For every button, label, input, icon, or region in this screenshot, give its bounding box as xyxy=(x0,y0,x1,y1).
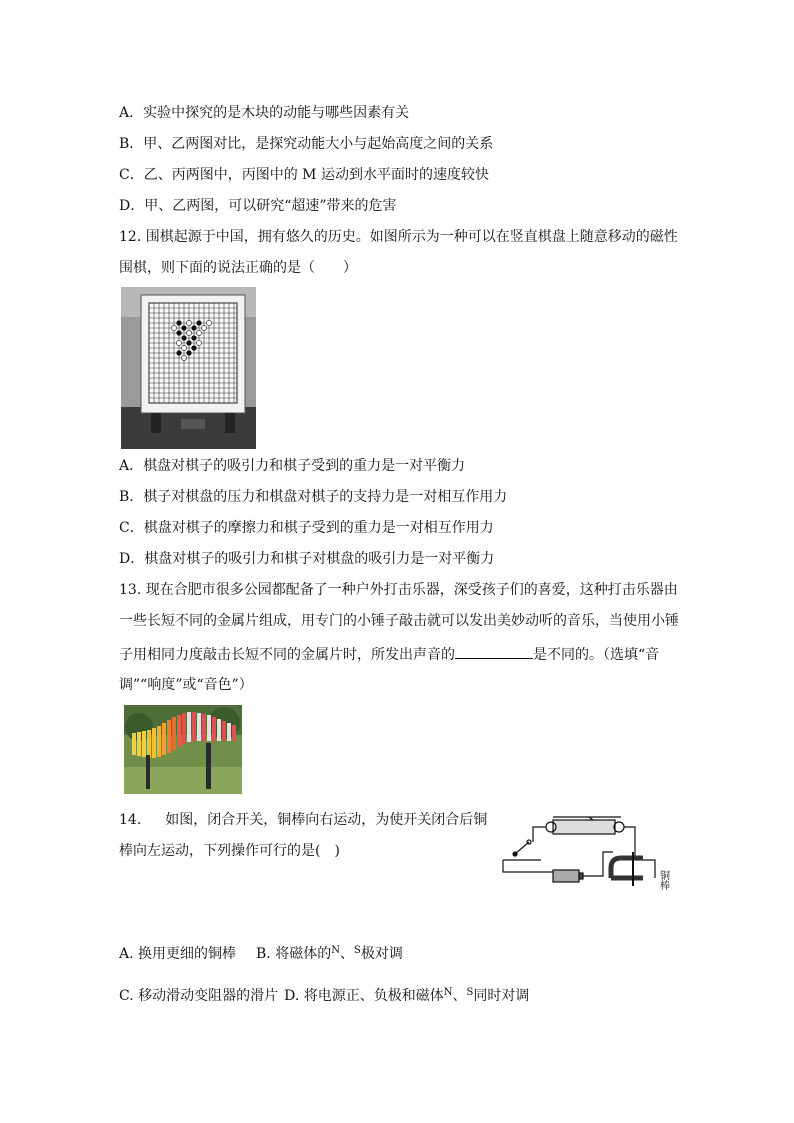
q13-line1: 13. 现在合肥市很多公园都配备了一种户外打击乐器，深受孩子们的喜爱，这种打击乐器由 xyxy=(119,582,678,598)
q13-line3-post: 是不同的。（选填“音 xyxy=(533,647,660,663)
answer-blank[interactable] xyxy=(455,644,533,659)
q12-stem-line2: 围棋，则下面的说法正确的是（ ） xyxy=(119,260,357,276)
q14-options-cd xyxy=(119,983,529,1006)
q14-line1 xyxy=(119,810,487,830)
q13-line2: 一些长短不同的金属片组成，用专门的小锤子敲击就可以发出美妙动听的音乐，当使用小锤 xyxy=(119,613,679,629)
q12-option-b: B．棋子对棋盘的压力和棋盘对棋子的支持力是一对相互作用力 xyxy=(119,489,508,505)
q12-option-d: D．棋盘对棋子的吸引力和棋子对棋盘的吸引力是一对平衡力 xyxy=(119,551,495,567)
pole-n-label-d: N xyxy=(443,987,453,998)
q14-option-d-post: 同时对调 xyxy=(473,988,530,1004)
q14-option-a: A. 换用更细的铜棒 xyxy=(119,946,237,962)
go-board-photo xyxy=(121,287,256,449)
sep-b: 、 xyxy=(339,946,354,962)
q11-option-b: B．甲、乙两图对比，是探究动能大小与起始高度之间的关系 xyxy=(119,136,494,152)
q14-line1-text: 如图，闭合开关，铜棒向右运动，为使开关闭合后铜 xyxy=(165,812,488,828)
q11-option-c: C．乙、丙两图中，丙图中的 M 运动到水平面时的速度较快 xyxy=(119,167,489,183)
q12-option-c: C．棋盘对棋子的摩擦力和棋子受到的重力是一对相互作用力 xyxy=(119,520,494,536)
q13-line3 xyxy=(119,644,659,665)
q12-option-a: A．棋盘对棋子的吸引力和棋子受到的重力是一对平衡力 xyxy=(119,458,466,474)
sep-d: 、 xyxy=(452,988,467,1004)
q13-line3-pre: 子用相同力度敲击长短不同的金属片时，所发出声音的 xyxy=(119,647,455,663)
board-grid xyxy=(149,303,237,403)
percussion-instrument-photo xyxy=(124,705,242,794)
q14-number: 14. xyxy=(119,812,142,828)
rheostat-coil xyxy=(553,820,615,834)
q14-option-b-post: 极对调 xyxy=(360,946,403,962)
q14-option-d-pre: D. 将电源正、负极和磁体 xyxy=(284,988,444,1004)
q12-stem-line1: 12. 围棋起源于中国，拥有悠久的历史。如图所示为一种可以在竖直棋盘上随意移动的磁性 xyxy=(119,229,678,245)
copper-rod-label: 铜棒 xyxy=(657,870,669,890)
pole-s-label-d: S xyxy=(466,987,474,998)
q14-option-c: C. 移动滑动变阻器的滑片 xyxy=(119,988,279,1004)
q14-options-ab xyxy=(119,941,403,964)
q14-line2: 棒向左运动，下列操作可行的是( ) xyxy=(119,843,340,859)
pole-n-label: N xyxy=(331,945,340,956)
q11-option-a: A．实验中探究的是木块的动能与哪些因素有关 xyxy=(119,105,410,121)
pole-s-label: S xyxy=(353,945,361,956)
q14-option-b-pre: B. 将磁体的 xyxy=(256,946,332,962)
circuit-diagram xyxy=(493,812,678,894)
q11-option-d: D．甲、乙两图，可以研究“超速”带来的危害 xyxy=(119,198,397,214)
q13-line4: 调”“响度”或“音色”） xyxy=(119,677,253,693)
